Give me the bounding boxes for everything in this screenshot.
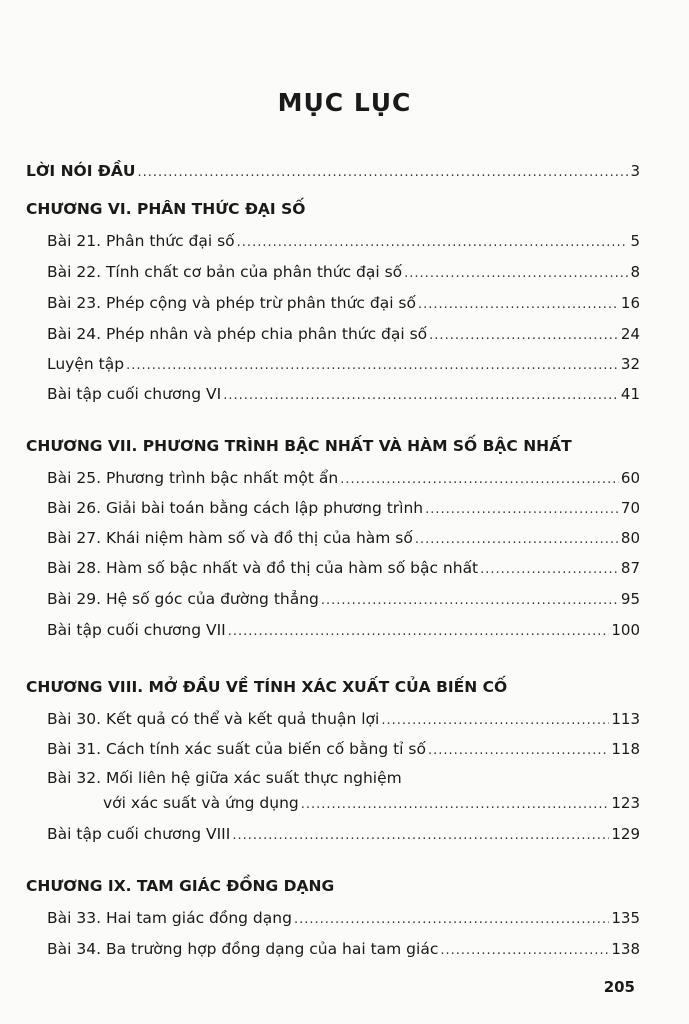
chapter-heading: CHƯƠNG VI. PHÂN THỨC ĐẠI SỐ [26, 200, 306, 218]
toc-entry-page: 100 [611, 621, 640, 639]
toc-entry-label: Bài 25. Phương trình bậc nhất một ẩn [47, 469, 339, 487]
toc-entry-label: Bài 31. Cách tính xác suất của biến cố bằng tỉ số [47, 740, 426, 758]
toc-entry [47, 589, 640, 611]
dot-leader [425, 500, 619, 520]
toc-entry-page: 60 [620, 469, 640, 487]
toc-entry [47, 558, 640, 580]
toc-entry [47, 709, 640, 731]
toc-entry [47, 824, 640, 846]
dot-leader [418, 295, 619, 315]
dot-leader [415, 530, 619, 550]
dot-leader [223, 386, 619, 406]
toc-entry-label: LỜI NÓI ĐẦU [26, 162, 136, 180]
dot-leader [428, 741, 609, 761]
toc-entry-label: Bài 30. Kết quả có thể và kết quả thuận lợi [47, 710, 380, 728]
toc-entry [47, 231, 640, 253]
dot-leader [137, 163, 628, 183]
dot-leader [228, 622, 610, 642]
toc-entry-foreword [26, 161, 640, 183]
toc-entry-label: Bài 32. Mối liên hệ giữa xác suất thực nghiệm [47, 769, 402, 787]
toc-entry [47, 293, 640, 315]
toc-entry [47, 262, 640, 284]
toc-entry-page: 129 [611, 825, 640, 843]
toc-entry-label: Bài tập cuối chương VI [47, 385, 222, 403]
toc-entry-label: Bài 34. Ba trường hợp đồng dạng của hai tam giác [47, 940, 439, 958]
toc-entry-page: 80 [620, 529, 640, 547]
toc-entry [47, 354, 640, 376]
dot-leader [340, 470, 619, 490]
toc-entry-label: Bài 27. Khái niệm hàm số và đồ thị của hàm số [47, 529, 413, 547]
toc-entry-label: Bài 23. Phép cộng và phép trừ phân thức đại số [47, 294, 416, 312]
toc-entry-label: Bài 33. Hai tam giác đồng dạng [47, 909, 292, 927]
toc-entry [47, 528, 640, 550]
dot-leader [126, 356, 619, 376]
toc-entry [103, 793, 640, 815]
toc-entry-page: 16 [620, 294, 640, 312]
toc-entry-page: 138 [611, 940, 640, 958]
page-number: 205 [603, 978, 635, 996]
dot-leader [321, 591, 619, 611]
toc-entry-label: Bài tập cuối chương VII [47, 621, 226, 639]
toc-entry-label: Luyện tập [47, 355, 125, 373]
dot-leader [429, 326, 619, 346]
toc-entry-page: 123 [611, 794, 640, 812]
toc-entry [47, 468, 640, 490]
dot-leader [404, 264, 628, 284]
toc-entry-label-continuation: với xác suất và ứng dụng [103, 794, 299, 812]
dot-leader [301, 795, 610, 815]
toc-entry-page: 5 [630, 232, 640, 250]
toc-entry-page: 41 [620, 385, 640, 403]
toc-entry [47, 498, 640, 520]
toc-entry [47, 384, 640, 406]
dot-leader [440, 941, 609, 961]
toc-entry [47, 908, 640, 930]
toc-entry-page: 135 [611, 909, 640, 927]
toc-entry [47, 739, 640, 761]
toc-entry-label: Bài 28. Hàm số bậc nhất và đồ thị của hàm số bậc nhất [47, 559, 479, 577]
toc-entry-page: 118 [611, 740, 640, 758]
page-title: MỤC LỤC [277, 88, 412, 117]
toc-entry-label: Bài 29. Hệ số góc của đường thẳng [47, 590, 319, 608]
chapter-heading: CHƯƠNG IX. TAM GIÁC ĐỒNG DẠNG [26, 877, 335, 895]
chapter-heading: CHƯƠNG VII. PHƯƠNG TRÌNH BẬC NHẤT VÀ HÀM SỐ BẬC NHẤT [26, 437, 572, 455]
toc-entry-page: 70 [620, 499, 640, 517]
toc-entry-page: 95 [620, 590, 640, 608]
dot-leader [480, 560, 619, 580]
toc-entry-page: 8 [630, 263, 640, 281]
dot-leader [237, 233, 629, 253]
toc-entry [47, 620, 640, 642]
toc-entry [47, 324, 640, 346]
dot-leader [294, 910, 609, 930]
toc-entry-label: Bài 24. Phép nhân và phép chia phân thức đại số [47, 325, 428, 343]
dot-leader [381, 711, 609, 731]
chapter-heading: CHƯƠNG VIII. MỞ ĐẦU VỀ TÍNH XÁC XUẤT CỦA BIẾN CỐ [26, 678, 508, 696]
toc-entry-page: 24 [620, 325, 640, 343]
toc-entry-page: 113 [611, 710, 640, 728]
toc-entry-page: 3 [630, 162, 640, 180]
toc-entry-label: Bài 22. Tính chất cơ bản của phân thức đại số [47, 263, 403, 281]
toc-entry [47, 939, 640, 961]
toc-entry-page: 32 [620, 355, 640, 373]
toc-entry-label: Bài 26. Giải bài toán bằng cách lập phương trình [47, 499, 424, 517]
toc-entry-page: 87 [620, 559, 640, 577]
toc-entry-label: Bài 21. Phân thức đại số [47, 232, 235, 250]
toc-entry-label: Bài tập cuối chương VIII [47, 825, 231, 843]
dot-leader [232, 826, 609, 846]
